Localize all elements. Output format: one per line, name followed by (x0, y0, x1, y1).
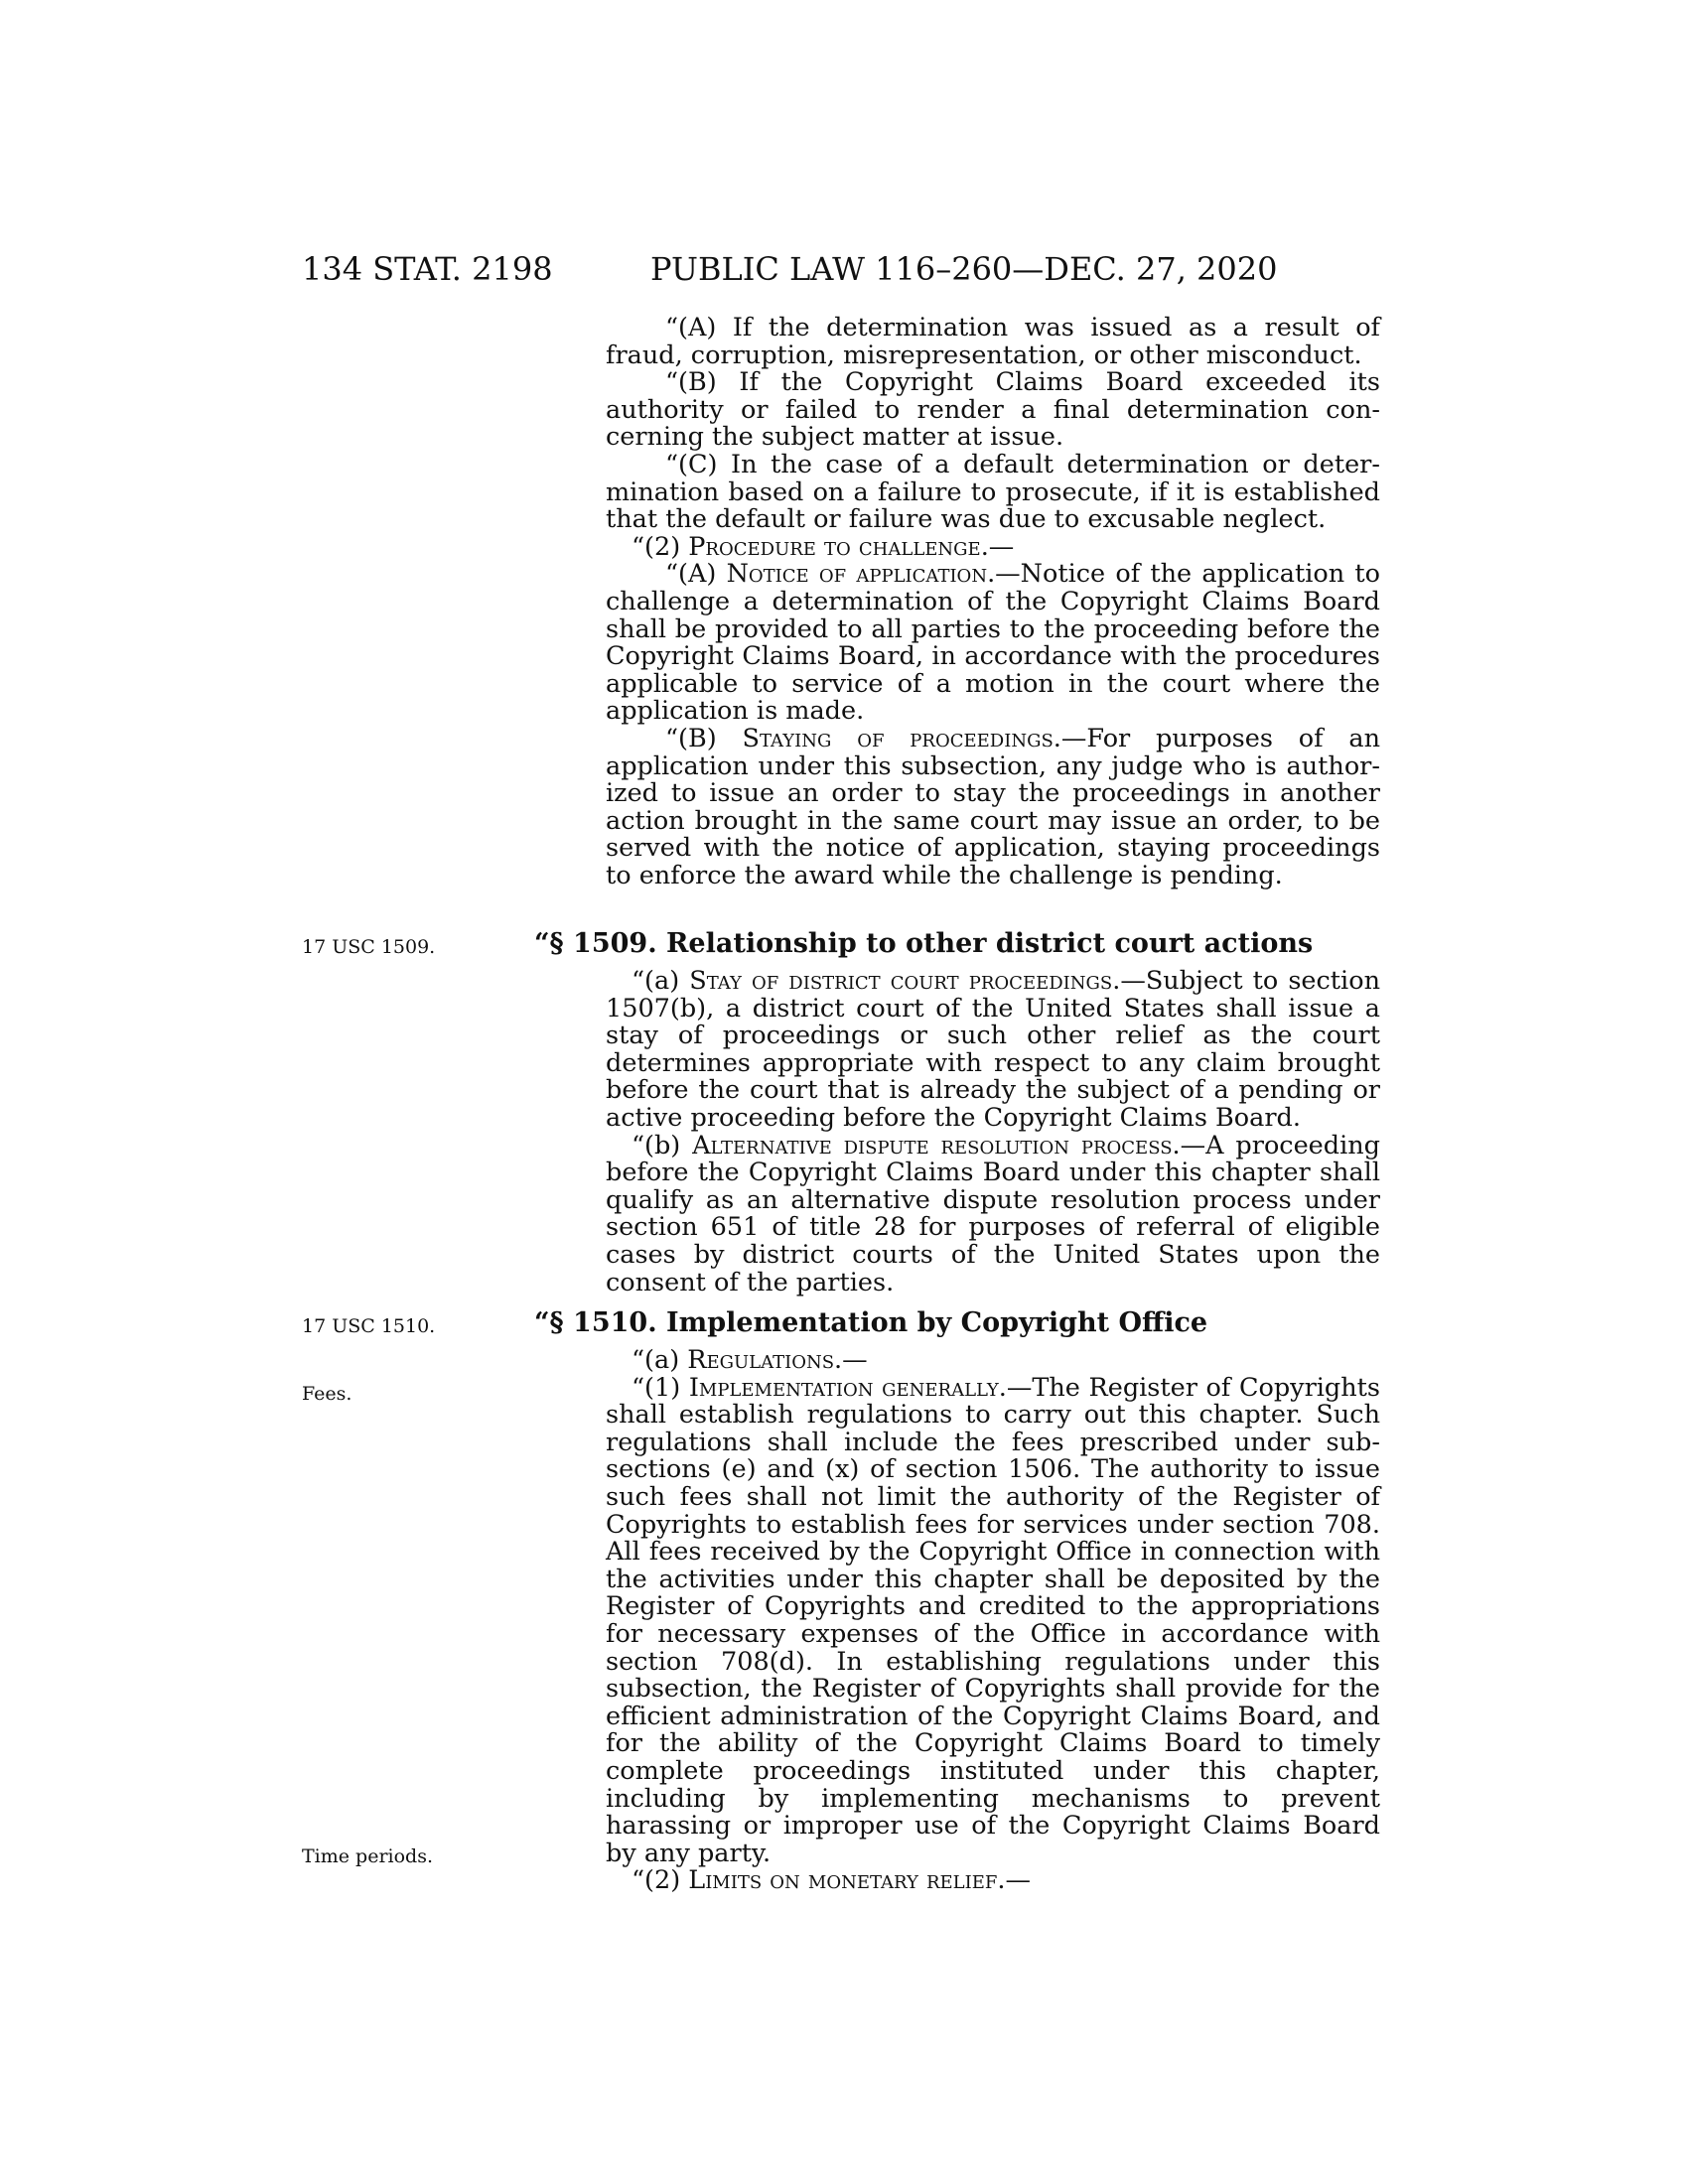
notice-text: —Notice of the application to challenge a determination of the Copyright Claims Board shall be provided to all parties to the proceeding before the Copyright Claims Board, in accordance with the procedures applicable to service of a motion in the court where the application is made. (606, 559, 1380, 727)
page-running-head: PUBLIC LAW 116–260—DEC. 27, 2020 (650, 250, 1278, 288)
margin-note-time-periods: Time periods. (302, 1845, 434, 1867)
limits-title: Limits on monetary relief.— (688, 1865, 1031, 1896)
procedure-heading (606, 531, 1380, 562)
staying-paragraph (606, 723, 1381, 890)
section-1510-heading: “§ 1510. Implementation by Copyright Office (534, 1307, 1208, 1338)
staying-number: “(B) (665, 723, 743, 753)
section-1510-body (606, 1347, 1380, 1895)
regulations-heading (606, 1347, 1380, 1375)
stay-proceedings-number: “(a) (632, 966, 690, 996)
procedure-number: “(2) (632, 531, 689, 562)
notice-paragraph (606, 561, 1380, 726)
challenge-grounds-block (606, 315, 1380, 889)
adr-process-text: —A proceeding before the Copyright Claims Board under this chapter shall qualify as an alternative dispute resolution process under section 651 of title 28 for purposes of referral of eligible cases by district courts of the United States upon the consent of the parties. (606, 1130, 1380, 1297)
limits-heading (606, 1867, 1380, 1895)
section-1509-body (606, 968, 1380, 1297)
implementation-number: “(1) (632, 1372, 689, 1403)
notice-number: “(A) (665, 559, 727, 590)
stay-proceedings-text: —Subject to section 1507(b), a district court of the United States shall issue a stay of proceedings or such other relief as the court determines appropriate with respect to any claim brought before the court that is already the subject of a pending or active proceeding before the Copyright Claims Board. (606, 966, 1380, 1133)
regulations-number: “(a) (632, 1345, 688, 1375)
stay-proceedings-title: Stay of district court proceedings. (689, 966, 1121, 996)
ground-a-paragraph: “(A) If the determination was issued as a result of fraud, corruption, misrepresentation, or other misconduct. (606, 313, 1380, 370)
section-1509-heading: “§ 1509. Relationship to other district court actions (534, 928, 1314, 959)
limits-number: “(2) (632, 1865, 689, 1896)
ground-c-paragraph: “(C) In the case of a default determination or determination based on a failure to prosecute, if it is established that the default or failure was due to excusable neglect. (606, 449, 1380, 535)
margin-note-fees: Fees. (302, 1383, 352, 1405)
staying-text: —For purposes of an application under this subsection, any judge who is authorized to issue an order to stay the proceedings in another action brought in the same court may issue an order, to be served with the notice of application, staying proceedings to enforce the award while the challenge is pending. (606, 723, 1381, 890)
staying-title: Staying of proceedings. (742, 723, 1061, 753)
regulations-title: Regulations.— (687, 1345, 868, 1375)
implementation-paragraph (606, 1372, 1381, 1868)
page-stat-reference: 134 STAT. 2198 (302, 250, 553, 288)
margin-note-17usc1509: 17 USC 1509. (302, 936, 436, 958)
margin-note-17usc1510: 17 USC 1510. (302, 1315, 436, 1337)
implementation-title: Implementation generally. (688, 1372, 1007, 1403)
adr-process-paragraph (606, 1130, 1380, 1297)
ground-b-paragraph: “(B) If the Copyright Claims Board exceeded its authority or failed to render a final determination concerning the subject matter at issue. (606, 367, 1380, 453)
notice-title: Notice of application. (726, 559, 996, 590)
adr-process-number: “(b) (632, 1130, 693, 1160)
adr-process-title: Alternative dispute resolution process. (692, 1130, 1181, 1160)
stay-proceedings-paragraph (606, 968, 1380, 1133)
implementation-text: —The Register of Copyrights shall establish regulations to carry out this chapter. Such regulations shall include the fees prescribed under subsections (e) and (x) of section 1506. The authority to issue such fees shall not limit the authority of the Register of Copyrights to establish fees for services under section 708. All fees received by the Copyright Office in connection with the activities under this chapter shall be deposited by the Register of Copyrights and credited to the appropriations for necessary expenses of the Office in accordance with section 708(d). In establishing regulations under this subsection, the Register of Copyrights shall provide for the efficient administration of the Copyright Claims Board, and for the ability of the Copyright Claims Board to timely complete proceedings instituted under this chapter, including by implementing mechanisms to prevent harassing or improper use of the Copyright Claims Board by any party. (606, 1372, 1381, 1868)
procedure-title: Procedure to challenge.— (688, 531, 1015, 562)
